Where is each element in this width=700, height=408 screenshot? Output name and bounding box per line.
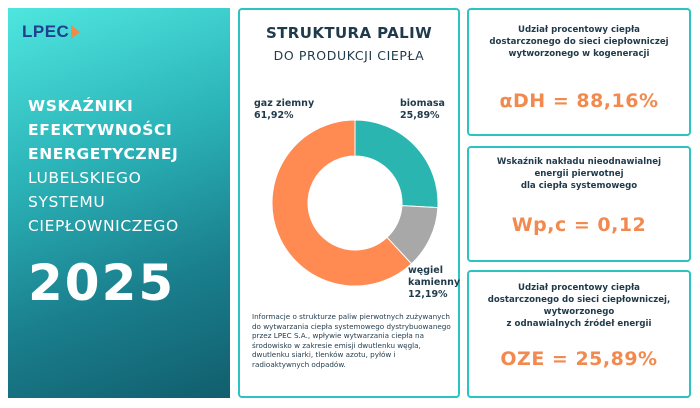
- card-cogeneration-line-3: wytworzonego w kogeneracji: [508, 49, 650, 59]
- heading-line-3: ENERGETYCZNEJ: [28, 145, 179, 163]
- label-coal-name-2: kamienny: [408, 277, 461, 288]
- donut-slice-1: [355, 120, 438, 208]
- card-primary-energy-line-2: energii pierwotnej: [534, 169, 624, 179]
- card-primary-energy-text: [469, 156, 689, 192]
- card-renewable-value: OZE = 25,89%: [500, 348, 658, 370]
- label-gas-value: 61,92%: [254, 110, 294, 121]
- fuel-description: Informacje o strukturze paliw pierwotnych zużywanych do wytwarzania ciepła systemowego dystrybuowanego przez LPEC S.A., wpływie wytwarzania ciepła na środowisko w zakresie emisji dwutlenku węgla, dwutlenku siarki, tlenków azotu, pyłów i radioaktywnych odpadów.: [252, 312, 451, 369]
- card-primary-energy-line-3: dla ciepła systemowego: [520, 181, 638, 191]
- card-renewable-line-3: wytworzonego: [543, 307, 615, 317]
- lpec-logo: [22, 22, 80, 42]
- heading-line-5: SYSTEMU: [28, 193, 106, 211]
- heading-line-2: EFEKTYWNOŚCI: [28, 121, 173, 139]
- left-title-panel: [8, 8, 230, 398]
- card-primary-energy: [467, 146, 691, 262]
- label-gas: [254, 98, 314, 122]
- logo-text: LPEC: [22, 22, 70, 41]
- heading-line-4: LUBELSKIEGO: [28, 169, 142, 187]
- label-gas-name: gaz ziemny: [254, 98, 315, 109]
- card-renewable: [467, 270, 691, 398]
- card-renewable-line-2: dostarczonego do sieci ciepłowniczej,: [487, 295, 671, 305]
- label-coal: [408, 265, 460, 301]
- label-coal-name-1: węgiel: [408, 265, 443, 276]
- logo-arrow-icon: [71, 25, 80, 39]
- card-cogeneration-line-1: Udział procentowy ciepła: [518, 25, 640, 35]
- card-cogeneration-line-2: dostarczonego do sieci ciepłowniczej: [489, 37, 669, 47]
- card-cogeneration-text: [469, 24, 689, 60]
- label-coal-value: 12,19%: [408, 289, 448, 300]
- card-primary-energy-value: Wp,c = 0,12: [511, 214, 647, 236]
- main-heading: [28, 94, 228, 238]
- card-renewable-text: [469, 282, 689, 330]
- label-biomass-name: biomasa: [400, 98, 445, 109]
- card-primary-energy-line-1: Wskaźnik nakładu nieodnawialnej: [496, 157, 662, 167]
- heading-line-1: WSKAŹNIKI: [28, 97, 134, 115]
- chart-subtitle: DO PRODUKCJI CIEPŁA: [273, 48, 425, 63]
- card-cogeneration-value: αDH = 88,16%: [499, 90, 659, 112]
- label-biomass-value: 25,89%: [400, 110, 440, 121]
- card-cogeneration: [467, 8, 691, 136]
- card-renewable-line-4: z odnawialnych źródeł energii: [506, 319, 652, 329]
- label-biomass: [400, 98, 445, 122]
- card-renewable-line-1: Udział procentowy ciepła: [518, 283, 640, 293]
- heading-line-6: CIEPŁOWNICZEGO: [28, 217, 179, 235]
- year: 2025: [28, 254, 176, 312]
- chart-title: STRUKTURA PALIW: [265, 24, 433, 42]
- fuel-structure-panel: [238, 8, 460, 398]
